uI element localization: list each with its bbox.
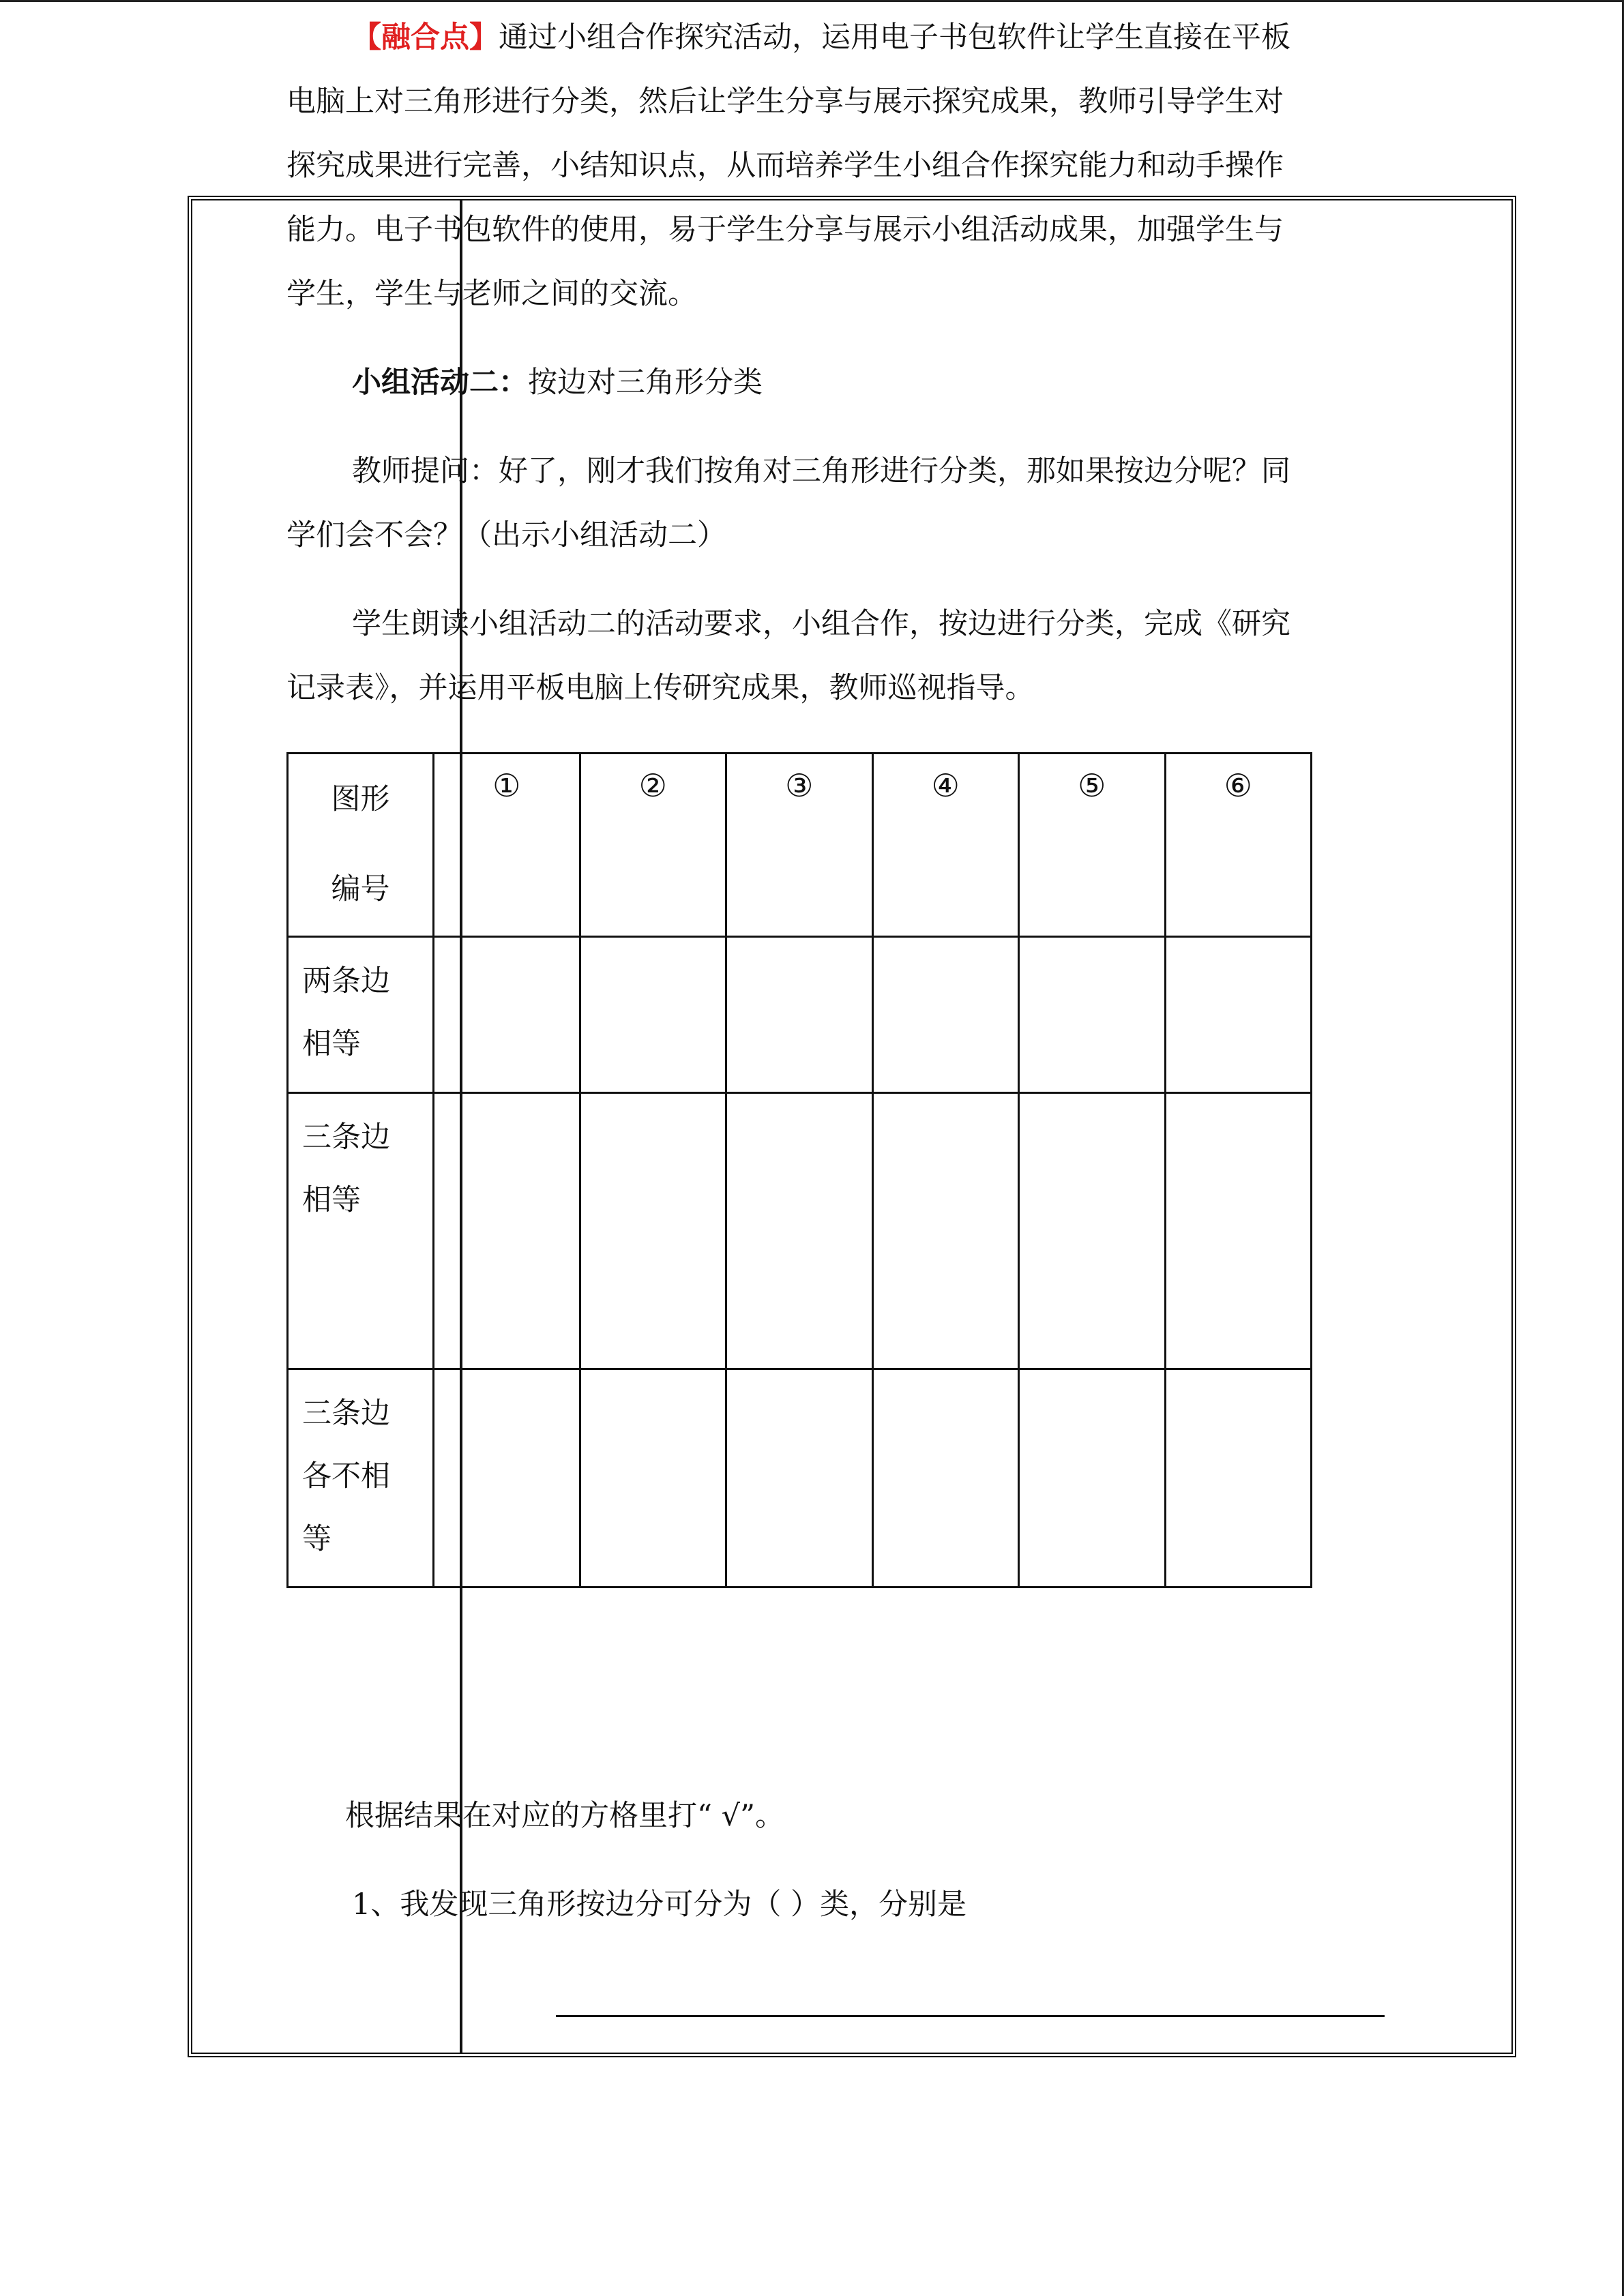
activity-title-rest: 按边对三角形分类 xyxy=(528,366,763,400)
check-cell[interactable] xyxy=(1165,936,1312,1093)
check-cell[interactable] xyxy=(580,1093,726,1369)
check-cell[interactable] xyxy=(434,1093,580,1369)
fusion-text: 通过小组合作探究活动，运用电子书包软件让学生直接在平板电脑上对三角形进行分类，然后让学生分享与展示探究成果，教师引导学生对探究成果进行完善，小结知识点，从而培养学生小组合作探究能力和动手操作能力。电子书包软件的使用，易于学生分享与展示小组活动成果，加强学生与学生，学生与老师之间的交流。 xyxy=(286,20,1290,311)
figure-number-4: ④ xyxy=(872,754,1019,937)
row-label-line1: 三条边 xyxy=(302,1396,390,1431)
check-cell[interactable] xyxy=(872,1093,1019,1369)
row-label-line2: 各不相 xyxy=(302,1459,390,1493)
row-label xyxy=(288,936,434,1093)
row-label-line3: 等 xyxy=(302,1521,331,1556)
student-task: 学生朗读小组活动二的活动要求，小组合作，按边进行分类，完成《研究记录表》，并运用平板电脑上传研究成果，教师巡视指导。 xyxy=(286,607,1290,705)
table-header-row xyxy=(288,754,1312,937)
table-row-all-different xyxy=(288,1369,1312,1587)
row-label-line2: 相等 xyxy=(302,1183,361,1218)
check-cell[interactable] xyxy=(872,1369,1019,1587)
row-label-line1: 两条边 xyxy=(302,964,390,998)
check-cell[interactable] xyxy=(872,936,1019,1093)
figure-number-6: ⑥ xyxy=(1165,754,1312,937)
check-cell[interactable] xyxy=(434,936,580,1093)
activity-title-bold: 小组活动二： xyxy=(352,366,528,400)
research-record-table xyxy=(286,752,1312,1588)
checkmark-instruction: 根据结果在对应的方格里打“ √”。 xyxy=(345,1799,785,1833)
header-label-line2: 编号 xyxy=(331,872,390,906)
check-cell[interactable] xyxy=(580,1369,726,1587)
check-cell[interactable] xyxy=(1019,936,1166,1093)
fusion-paragraph xyxy=(286,5,1297,326)
table-row-three-equal xyxy=(288,1093,1312,1369)
check-cell[interactable] xyxy=(1165,1093,1312,1369)
check-cell[interactable] xyxy=(726,1093,873,1369)
check-cell[interactable] xyxy=(434,1369,580,1587)
check-cell[interactable] xyxy=(726,936,873,1093)
activity-title xyxy=(286,351,1297,415)
header-label-cell xyxy=(288,754,434,937)
figure-number-5: ⑤ xyxy=(1019,754,1166,937)
table-row-two-equal xyxy=(288,936,1312,1093)
row-label-line2: 相等 xyxy=(302,1026,361,1061)
figure-number-1: ① xyxy=(434,754,580,937)
header-label-line1: 图形 xyxy=(331,782,390,816)
figure-number-3: ③ xyxy=(726,754,873,937)
row-label xyxy=(288,1093,434,1369)
question-1: 1、我发现三角形按边分可分为（ ）类，分别是 xyxy=(352,1888,967,1922)
lesson-content xyxy=(286,5,1297,720)
page-top-rule xyxy=(0,0,1624,2)
figure-number-2: ② xyxy=(580,754,726,937)
check-cell[interactable] xyxy=(1165,1369,1312,1587)
check-cell[interactable] xyxy=(1019,1369,1166,1587)
check-cell[interactable] xyxy=(726,1369,873,1587)
fusion-tag: 【融合点】 xyxy=(352,20,499,55)
answer-line[interactable] xyxy=(556,2015,1385,2017)
after-table-text xyxy=(286,1784,1297,1937)
check-cell[interactable] xyxy=(580,936,726,1093)
row-label-line1: 三条边 xyxy=(302,1120,390,1155)
check-cell[interactable] xyxy=(1019,1093,1166,1369)
row-label xyxy=(288,1369,434,1587)
teacher-question: 教师提问：好了，刚才我们按角对三角形进行分类，那如果按边分呢？同学们会不会？（出示小组活动二） xyxy=(286,454,1290,552)
